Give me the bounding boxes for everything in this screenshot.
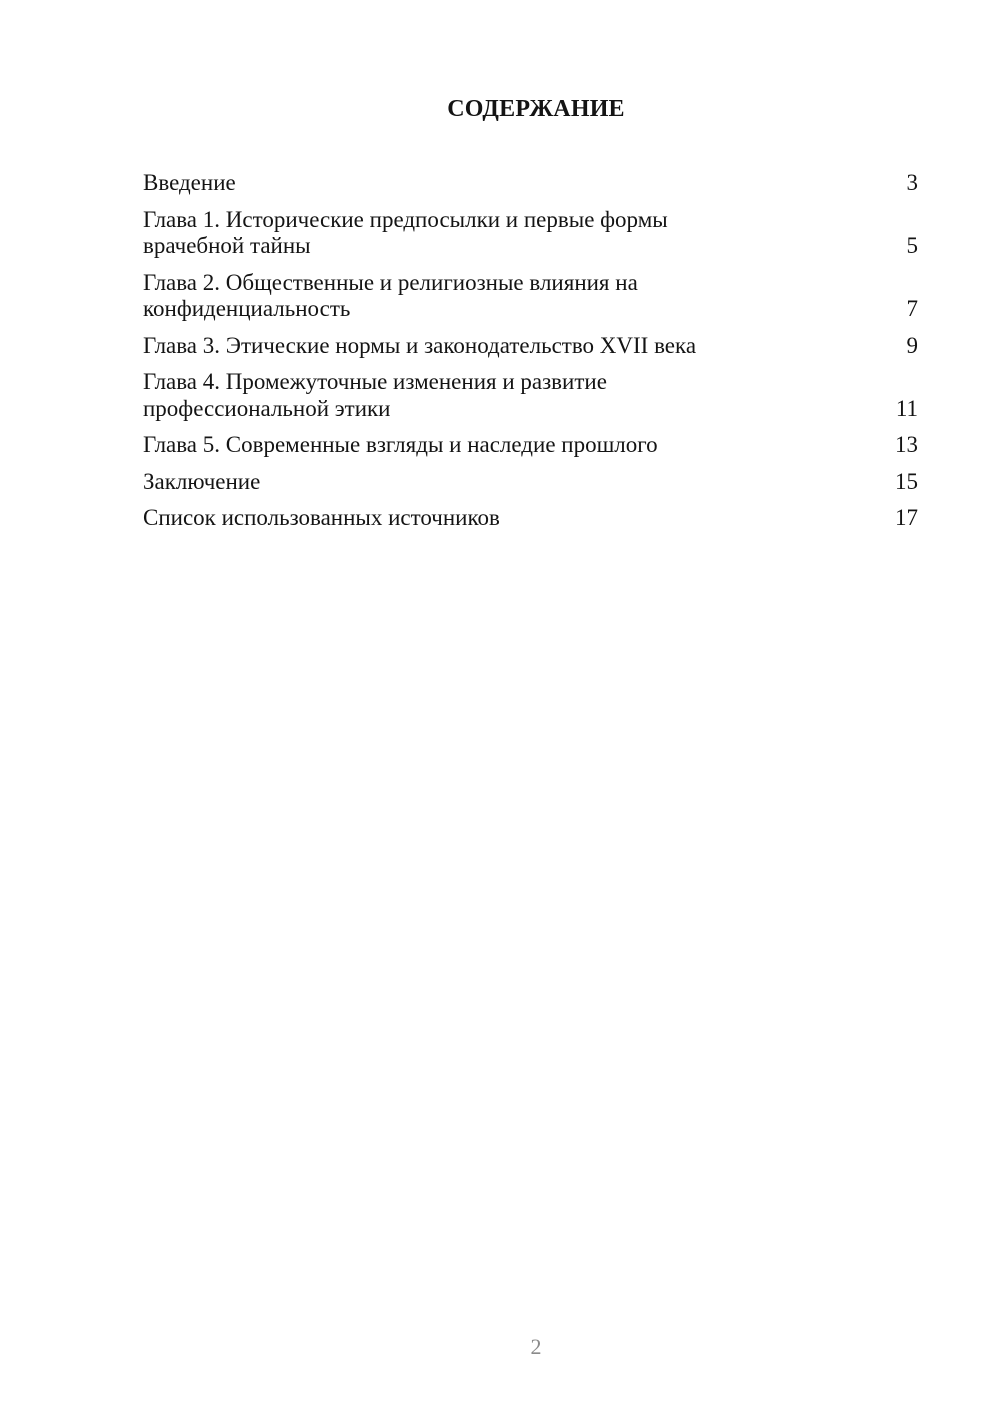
- toc-entry-title: Глава 1. Исторические предпосылки и первые формы врачебной тайны: [143, 206, 668, 258]
- toc-entry-chapter-4: [143, 369, 918, 422]
- toc-heading: СОДЕРЖАНИЕ: [447, 96, 625, 122]
- toc-entry-references: [143, 505, 918, 532]
- toc-entry-title: Глава 3. Этические нормы и законодательство XVII века: [143, 332, 697, 358]
- table-of-contents: [143, 170, 918, 542]
- toc-entry-chapter-5: [143, 432, 918, 459]
- toc-entry-title: Заключение: [143, 468, 261, 494]
- toc-entry-page: 13: [895, 432, 918, 457]
- toc-entry-title: Глава 5. Современные взгляды и наследие прошлого: [143, 432, 658, 457]
- toc-entry-conclusion: [143, 469, 918, 496]
- toc-entry-introduction: [143, 170, 918, 197]
- toc-entry-chapter-2: [143, 270, 918, 323]
- toc-entry-title: Список использованных источников: [143, 505, 500, 530]
- toc-entry-page: 11: [895, 395, 918, 421]
- toc-entry-page: 17: [895, 505, 918, 530]
- toc-entry-title: Введение: [143, 170, 236, 195]
- page-number: 2: [530, 1334, 542, 1359]
- toc-entry-page: 15: [895, 468, 918, 494]
- toc-entry-title: Глава 4. Промежуточные изменения и развитие профессиональной этики: [143, 369, 607, 421]
- toc-entry-page: 9: [906, 332, 918, 358]
- toc-entry-title: Глава 2. Общественные и религиозные влияния на конфиденциальность: [143, 269, 638, 321]
- toc-entry-chapter-3: [143, 333, 918, 360]
- toc-entry-page: 7: [906, 296, 918, 321]
- toc-entry-page: 5: [906, 233, 918, 258]
- toc-entry-chapter-1: [143, 207, 918, 260]
- toc-entry-page: 3: [906, 170, 918, 195]
